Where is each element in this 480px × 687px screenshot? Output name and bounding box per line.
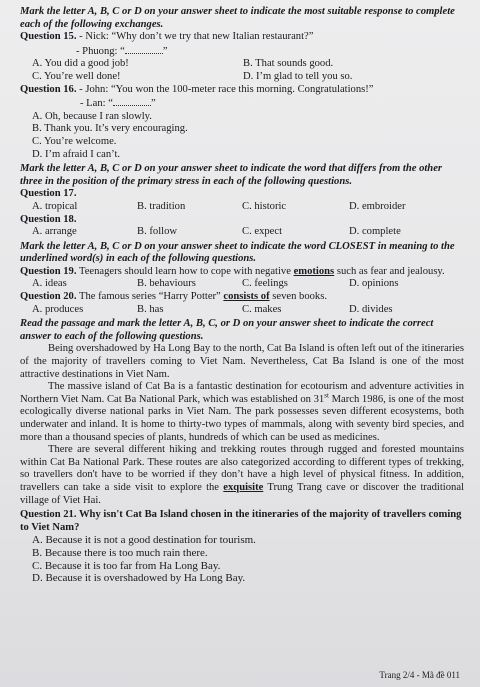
question-15-response xyxy=(20,44,464,59)
option-c: C. makes xyxy=(242,303,282,315)
question-label: Question 15. xyxy=(20,31,77,43)
option-c: C. You’re well done! xyxy=(32,70,121,82)
section-instruction-stress: Mark the letter A, B, C or D on your answer sheet to indicate the word that differs from the other three in the position of the primary stress in each of the following questions. xyxy=(20,163,443,187)
section-instruction-exchanges: Mark the letter A, B, C or D on your answer sheet to indicate the most suitable response to complete each of the following exchanges. xyxy=(20,6,455,30)
option-a: A. produces xyxy=(32,303,84,315)
question-17 xyxy=(20,188,464,201)
passage-paragraph-3 xyxy=(20,444,464,507)
option-c: C. feelings xyxy=(242,278,288,290)
underlined-word: emotions xyxy=(293,265,335,277)
question-text: - John: “You won the 100-meter race this morning. Congratulations!” xyxy=(76,83,374,95)
speaker-quote-end: ” xyxy=(162,45,168,57)
option-c: C. historic xyxy=(242,200,287,212)
option-d: D. Because it is overshadowed by Ha Long Bay. xyxy=(32,572,246,585)
option-c: C. expect xyxy=(242,226,283,238)
option-d: D. I’m glad to tell you so. xyxy=(243,70,353,82)
answer-blank xyxy=(125,44,163,54)
option-a: A. tropical xyxy=(32,200,78,212)
option-d: D. opinions xyxy=(349,278,399,290)
passage-paragraph-2 xyxy=(20,381,464,444)
question-18 xyxy=(20,214,464,227)
options-row xyxy=(20,71,464,84)
question-label: Question 18. xyxy=(20,213,77,225)
option-a: A. Because it is not a good destination for tourism. xyxy=(32,534,256,547)
page-footer: Trang 2/4 - Mã đề 011 xyxy=(379,670,460,681)
question-text-end: seven books. xyxy=(269,291,327,303)
option-c: C. Because it is too far from Ha Long Bay. xyxy=(32,559,221,572)
option-b: B. follow xyxy=(137,226,178,238)
underlined-word: consists of xyxy=(223,291,270,303)
paragraph-text: The massive island of Cat Ba is a fantastic destination for ecotourism and adventure activities in Northern Viet Nam. Cat Ba National Park, which was established on 31 xyxy=(20,381,464,405)
option-a: A. Oh, because I ran slowly. xyxy=(32,110,152,122)
question-label: Question 16. xyxy=(20,83,77,95)
passage-paragraph-1: Being overshadowed by Ha Long Bay to the north, Cat Ba Island is often left out of the itineraries of the majority of travellers coming to Viet Nam. Nevertheless, Cat Ba Island is one of the most attractive destinations in Viet Nam. xyxy=(20,343,464,380)
option-b: B. tradition xyxy=(137,200,186,212)
question-16 xyxy=(20,84,464,97)
option-d: D. embroider xyxy=(349,200,406,212)
paragraph-text: There are several different hiking and trekking routes through rugged and forested mountains within Cat Ba National Park. These routes are also categorized according to different types of trekking, so travellers don't have to be worried if they don’t have a high level of physical fitness. In addition, travellers can take a side visit to explore the xyxy=(20,444,464,493)
answer-blank xyxy=(113,96,151,106)
option-b: B. That sounds good. xyxy=(243,58,334,70)
option-b: B. Because there is too much rain there. xyxy=(32,546,208,559)
options-row xyxy=(20,58,464,71)
options-row xyxy=(20,226,464,239)
paragraph-text-cont: March 1986, is one of the most ecologically diverse national parks in Viet Nam. The park possesses seven different ecosystems, both underwater and inland. It is home to thirty-two types of mammals, along with seventy bird species, and more than a thousand species of plants, hundreds of which can be used as medicines. xyxy=(20,393,464,443)
options-row xyxy=(20,201,464,214)
option-b: B. has xyxy=(137,303,164,315)
underlined-word: exquisite xyxy=(223,481,264,493)
question-label: Question 20. xyxy=(20,291,77,303)
option-a: A. arrange xyxy=(32,226,77,238)
speaker-label: - Lan: “ xyxy=(80,98,113,110)
section-instruction-reading: Read the passage and mark the letter A, B, C, or D on your answer sheet to indicate the correct answer to each of the following questions. xyxy=(20,318,434,342)
question-15 xyxy=(20,31,464,44)
question-19 xyxy=(20,266,464,279)
option-c: C. You’re welcome. xyxy=(32,135,117,147)
question-text-end: such as fear and jealousy. xyxy=(334,265,445,277)
question-16-response xyxy=(20,96,464,111)
option-d: D. complete xyxy=(349,226,401,238)
ordinal-suffix: st xyxy=(324,391,329,400)
option-b: B. behaviours xyxy=(137,278,196,290)
question-20 xyxy=(20,291,464,304)
options-row xyxy=(20,278,464,291)
question-text: Teenagers should learn how to cope with negative xyxy=(76,265,294,277)
speaker-label: - Phuong: “ xyxy=(76,45,125,57)
option-a: A. ideas xyxy=(32,278,67,290)
paragraph-text-cont: Trung Trang cave or discover the traditional village of Viet Hai. xyxy=(20,481,464,506)
option-b: B. Thank you. It’s very encouraging. xyxy=(32,123,188,135)
question-label: Question 19. xyxy=(20,265,77,277)
options-row xyxy=(20,304,464,317)
option-d: D. I’m afraid I can’t. xyxy=(32,148,121,160)
question-text: The famous series “Harry Potter” xyxy=(76,291,224,303)
question-21: Question 21. Why isn't Cat Ba Island chosen in the itineraries of the majority of travellers coming to Viet Nam? xyxy=(20,509,462,533)
option-a: A. You did a good job! xyxy=(32,58,129,70)
speaker-quote-end: ” xyxy=(150,98,156,110)
section-instruction-closest: Mark the letter A, B, C or D on your answer sheet to indicate the word CLOSEST in meaning to the underlined word(s) in each of the following questions. xyxy=(20,240,455,265)
question-label: Question 17. xyxy=(20,188,77,200)
question-text: - Nick: “Why don’t we try that new Italian restaurant?” xyxy=(76,31,314,43)
option-d: D. divides xyxy=(349,303,393,315)
